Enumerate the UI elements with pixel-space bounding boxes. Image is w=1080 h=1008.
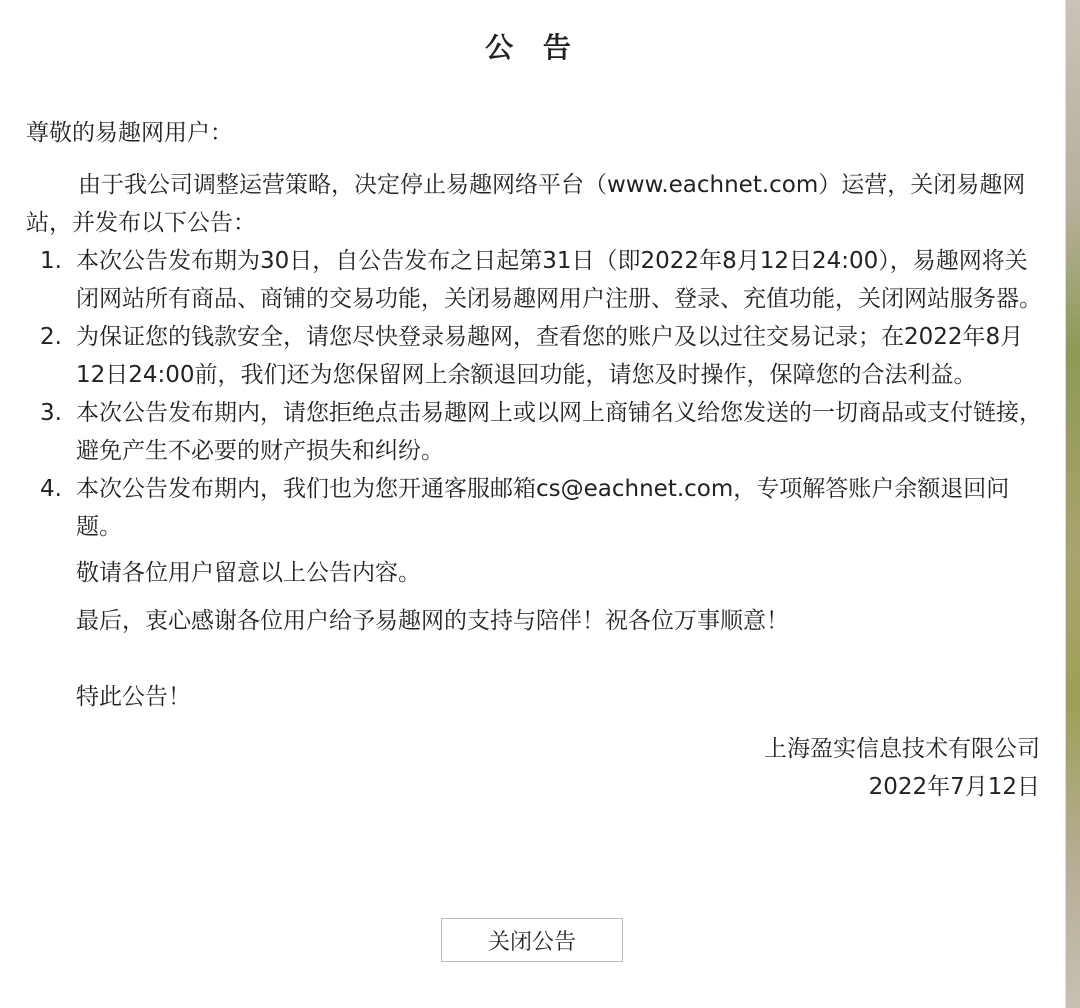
notice-item (26, 394, 1046, 470)
notice-item (26, 242, 1046, 318)
notice-body (26, 114, 1046, 806)
notice-company: 上海盈实信息技术有限公司 (764, 736, 1040, 762)
close-notice-button[interactable]: 关闭公告 (441, 918, 623, 962)
background-strip (1066, 0, 1080, 1008)
notice-title: 公 告 (485, 31, 581, 64)
notice-item-number: 1. (40, 248, 62, 274)
notice-item-text: 本次公告发布期内，我们也为您开通客服邮箱cs@eachnet.com，专项解答账户余额退回问题。 (76, 476, 1010, 540)
notice-item (26, 470, 1046, 546)
notice-item-list (26, 242, 1046, 546)
notice-greeting: 尊敬的易趣网用户： (26, 120, 233, 146)
notice-item-number: 4. (40, 476, 62, 502)
notice-item-text: 为保证您的钱款安全，请您尽快登录易趣网，查看您的账户及以过往交易记录；在2022年8月12日24:00前，我们还为您保留网上余额退回功能，请您及时操作，保障您的合法利益。 (76, 324, 1024, 388)
notice-closing-thanks: 最后，衷心感谢各位用户给予易趣网的支持与陪伴！祝各位万事顺意！ (76, 608, 789, 634)
notice-item-text: 本次公告发布期内，请您拒绝点击易趣网上或以网上商铺名义给您发送的一切商品或支付链接，避免产生不必要的财产损失和纠纷。 (76, 400, 1042, 464)
notice-intro: 由于我公司调整运营策略，决定停止易趣网络平台（www.eachnet.com）运营，关闭易趣网站，并发布以下公告： (26, 172, 1026, 236)
notice-item-text: 本次公告发布期为30日，自公告发布之日起第31日（即2022年8月12日24:00），易趣网将关闭网站所有商品、商铺的交易功能，关闭易趣网用户注册、登录、充值功能，关闭网站服务器。 (76, 248, 1042, 312)
notice-date: 2022年7月12日 (868, 774, 1040, 800)
notice-closing-reminder: 敬请各位用户留意以上公告内容。 (76, 560, 421, 586)
notice-item (26, 318, 1046, 394)
notice-special: 特此公告！ (76, 684, 191, 710)
notice-item-number: 3. (40, 400, 62, 426)
notice-item-number: 2. (40, 324, 62, 350)
